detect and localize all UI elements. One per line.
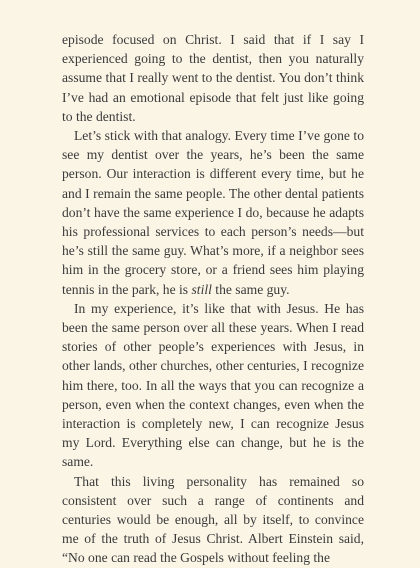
italic-emphasis: still: [191, 281, 212, 297]
paragraph-text: episode focused on Christ. I said that if I say I experienced going to the dentist, then you naturally assume that I really went to the dentist. You don’t think I’ve had an emotional episode that felt just like going to the dentist.: [62, 32, 364, 124]
paragraph-text: That this living personality has remained so consistent over such a range of continents and centuries would be enough, all by itself, to convince me of the truth of Jesus Christ. Albert Einstein said, “No one can read the Gospels without feeling the: [62, 473, 364, 566]
paragraph-text: In my experience, it’s like that with Jesus. He has been the same person over all these years. When I read stories of other people’s experiences with Jesus, in other lands, other churches, other centuries, I recognize him there, too. In all the ways that you can recognize a person, even when the context changes, even when the interaction is completely new, I can recognize Jesus my Lord. Everything else can change, but he is the same.: [62, 300, 364, 470]
paragraph: [62, 299, 364, 472]
paragraph: [62, 30, 364, 126]
paragraph-text: Let’s stick with that analogy. Every time I’ve gone to see my dentist over the years, he’s been the same person. Our interaction is different every time, but he and I remain the same people. The other dental patients don’t have the same experience I do, because he adapts his professional services to each person’s needs—but he’s still the same guy. What’s more, if a neighbor sees him in the grocery store, or a friend sees him playing tennis in the park, he is: [62, 128, 364, 297]
paragraph: [62, 126, 364, 299]
book-page-text: [62, 30, 364, 568]
paragraph-text: the same guy.: [211, 281, 290, 297]
paragraph: [62, 472, 364, 568]
